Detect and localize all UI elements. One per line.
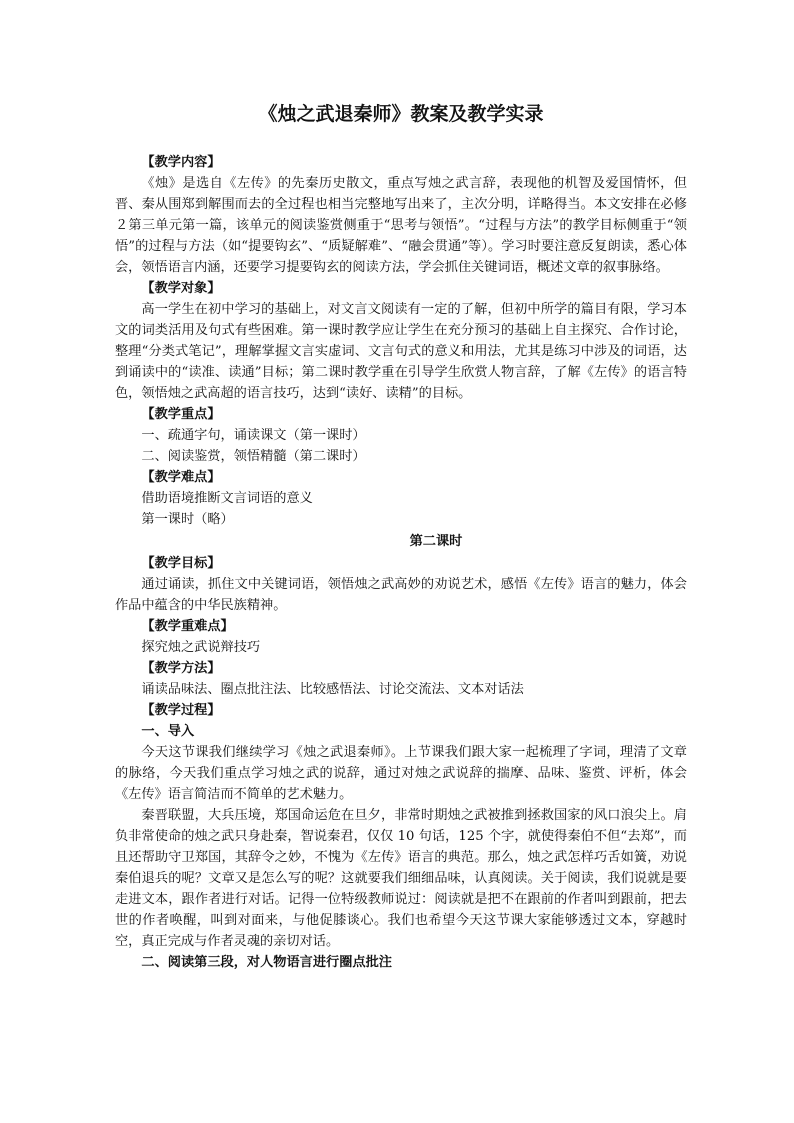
section-heading-process: 【教学过程】 [141,703,221,718]
document-title: 《烛之武退秦师》教案及教学实录 [258,103,544,125]
method-text: 诵读品味法、圈点批注法、比较感悟法、讨论交流法、文本对话法 [141,682,524,697]
section-heading-focus: 【教学重点】 [141,407,221,422]
paragraph-intro-2: 秦晋联盟，大兵压境，郑国命运危在旦夕，非常时期烛之武被推到拯救国家的风口浪尖上。肩负非常使命的烛之武只身赴秦，智说秦君，仅仅 10 句话，125 个字，就使得秦伯不但“去郑”，而且还帮助守卫郑国，其辞令之妙，不愧为《左传》语言的典范。那么，烛之武怎样巧舌如簧，劝说秦伯退兵的呢？文章又是怎么写的呢？这就要我们细细品味，认真阅读。关于阅读，我们说就是要走进文本，跟作者进行对话。记得一位特级教师说过：阅读就是把不在跟前的作者叫到跟前，把去世的作者唤醒，叫到对面来，与他促膝谈心。我们也希望今天这节课大家能够透过文本，穿越时空，真正完成与作者灵魂的亲切对话。 [115,808,687,949]
key-text: 探究烛之武说辩技巧 [141,640,261,655]
paragraph-goal: 通过诵读，抓住文中关键词语，领悟烛之武高妙的劝说艺术，感悟《左传》语言的魅力，体会作品中蕴含的中华民族精神。 [115,577,687,613]
section-heading-object: 【教学对象】 [141,281,221,296]
subheading-reading: 二、阅读第三段，对人物语言进行圈点批注 [141,955,392,970]
paragraph-intro-1: 今天这节课我们继续学习《烛之武退秦师》。上节课我们跟大家一起梳理了字词，理清了文章的脉络，今天我们重点学习烛之武的说辞，通过对烛之武说辞的揣摩、品味、鉴赏、评析，体会《左传》语言简洁而不简单的艺术魅力。 [115,745,687,802]
document-page [115,100,687,973]
section-heading-difficulty: 【教学难点】 [141,470,221,485]
section-heading-content: 【教学内容】 [141,155,221,170]
difficulty-text: 借助语境推断文言词语的意义 [141,491,313,506]
focus-item: 一、疏通字句，诵读课文（第一课时） [141,428,366,443]
section-heading-goal: 【教学目标】 [141,556,221,571]
section-heading-key: 【教学重难点】 [141,619,234,634]
section-heading-method: 【教学方法】 [141,661,221,676]
paragraph-content: 《烛》是选自《左传》的先秦历史散文，重点写烛之武言辞，表现他的机智及爱国情怀，但晋、秦从围郑到解围而去的全过程也相当完整地写出来了，主次分明，详略得当。本文安排在必修２第三单元第一篇，该单元的阅读鉴赏侧重于“思考与领悟”。“过程与方法”的教学目标侧重于“领悟”的过程与方法（如“提要钩玄”、“质疑解难”、“融会贯通”等）。学习时要注意反复朗读，悉心体会，领悟语言内涵，还要学习提要钩玄的阅读方法，学会抓住关键词语，概述文章的叙事脉络。 [115,176,687,275]
focus-item: 二、阅读鉴赏，领悟精髓（第二课时） [141,449,366,464]
second-lesson-title: 第二课时 [409,534,463,549]
subheading-intro: 一、导入 [141,724,195,739]
first-lesson-note: 第一课时（略） [141,512,234,527]
paragraph-object: 高一学生在初中学习的基础上，对文言文阅读有一定的了解，但初中所学的篇目有限，学习本文的词类活用及句式有些困难。第一课时教学应让学生在充分预习的基础上自主探究、合作讨论，整理“分类式笔记”，理解掌握文言实虚词、文言句式的意义和用法，尤其是练习中涉及的词语，达到诵读中的“读准、读通”目标；第二课时教学重在引导学生欣赏人物言辞，了解《左传》的语言特色，领悟烛之武高超的语言技巧，达到“读好、读精”的目标。 [115,302,687,401]
